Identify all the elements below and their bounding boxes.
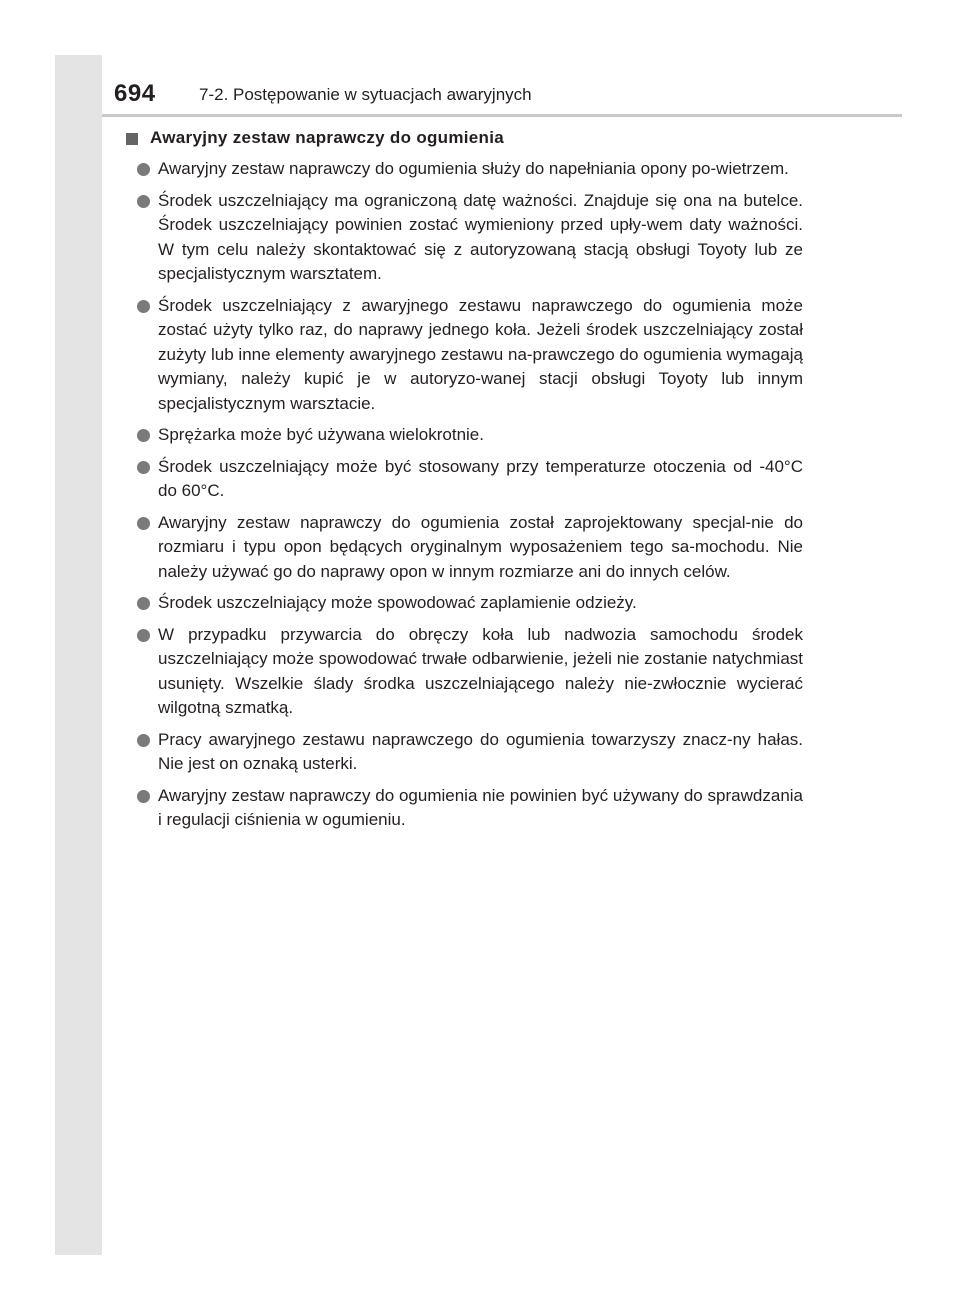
list-item <box>123 189 803 287</box>
list-item-text: Środek uszczelniający może być stosowany przy temperaturze otoczenia od -40°C do 60°C. <box>158 456 803 500</box>
list-item-text: Awaryjny zestaw naprawczy do ogumienia został zaprojektowany specjal-nie do rozmiaru i typu opon będących oryginalnym wyposażeniem tego sa-mochodu. Nie należy używać go do naprawy opon w innym rozmiarze ani do innych celów. <box>158 512 803 581</box>
circle-bullet-icon <box>137 195 150 208</box>
list-item-text: Środek uszczelniający może spowodować zaplamienie odzieży. <box>158 593 637 612</box>
list-item-text: Środek uszczelniający ma ograniczoną datę ważności. Znajduje się ona na butelce. Środek uszczelniający powinien zostać wymieniony przed upły-wem daty ważności. W tym celu należy skontaktować się z autoryzowaną stacją obsługi Toyoty lub ze specjalistycznym warsztatem. <box>158 190 803 283</box>
list-item <box>123 511 803 585</box>
list-item-text: Pracy awaryjnego zestawu naprawczego do ogumienia towarzyszy znacz-ny hałas. Nie jest on oznaką usterki. <box>158 729 803 773</box>
circle-bullet-icon <box>137 163 150 176</box>
list-item <box>123 455 803 504</box>
circle-bullet-icon <box>137 461 150 474</box>
list-item <box>123 423 803 448</box>
circle-bullet-icon <box>137 790 150 803</box>
list-item <box>123 623 803 721</box>
main-content <box>123 125 803 840</box>
square-bullet-icon <box>126 133 138 145</box>
section-title: 7-2. Postępowanie w sytuacjach awaryjnych <box>199 85 532 104</box>
header-divider <box>102 114 902 117</box>
circle-bullet-icon <box>137 517 150 530</box>
list-item <box>123 294 803 417</box>
circle-bullet-icon <box>137 429 150 442</box>
page-header <box>102 75 902 115</box>
list-item <box>123 591 803 616</box>
list-item <box>123 728 803 777</box>
list-item <box>123 784 803 833</box>
page-side-bar <box>55 55 102 1255</box>
circle-bullet-icon <box>137 597 150 610</box>
circle-bullet-icon <box>137 300 150 313</box>
list-item-text: Awaryjny zestaw naprawczy do ogumienia służy do napełniania opony po-wietrzem. <box>158 159 789 178</box>
subheading <box>123 125 803 151</box>
subheading-text: Awaryjny zestaw naprawczy do ogumienia <box>150 128 505 147</box>
list-item-text: Awaryjny zestaw naprawczy do ogumienia nie powinien być używany do sprawdzania i regulacji ciśnienia w ogumieniu. <box>158 785 803 829</box>
circle-bullet-icon <box>137 629 150 642</box>
list-item-text: Sprężarka może być używana wielokrotnie. <box>158 425 484 444</box>
list-item-text: W przypadku przywarcia do obręczy koła lub nadwozia samochodu środek uszczelniający może spowodować trwałe odbarwienie, jeżeli nie zostanie natychmiast usunięty. Wszelkie ślady środka uszczelniającego należy nie-zwłocznie wycierać wilgotną szmatką. <box>158 624 803 717</box>
list-item <box>123 157 803 182</box>
list-item-text: Środek uszczelniający z awaryjnego zestawu naprawczego do ogumienia może zostać użyty tylko raz, do naprawy jednego koła. Jeżeli środek uszczelniający został zużyty lub inne elementy awaryjnego zestawu na-prawczego do ogumienia wymagają wymiany, należy kupić je w autoryzo-wanej stacji obsługi Toyoty lub innym specjalistycznym warsztacie. <box>158 295 803 413</box>
page-number: 694 <box>114 80 156 107</box>
circle-bullet-icon <box>137 734 150 747</box>
